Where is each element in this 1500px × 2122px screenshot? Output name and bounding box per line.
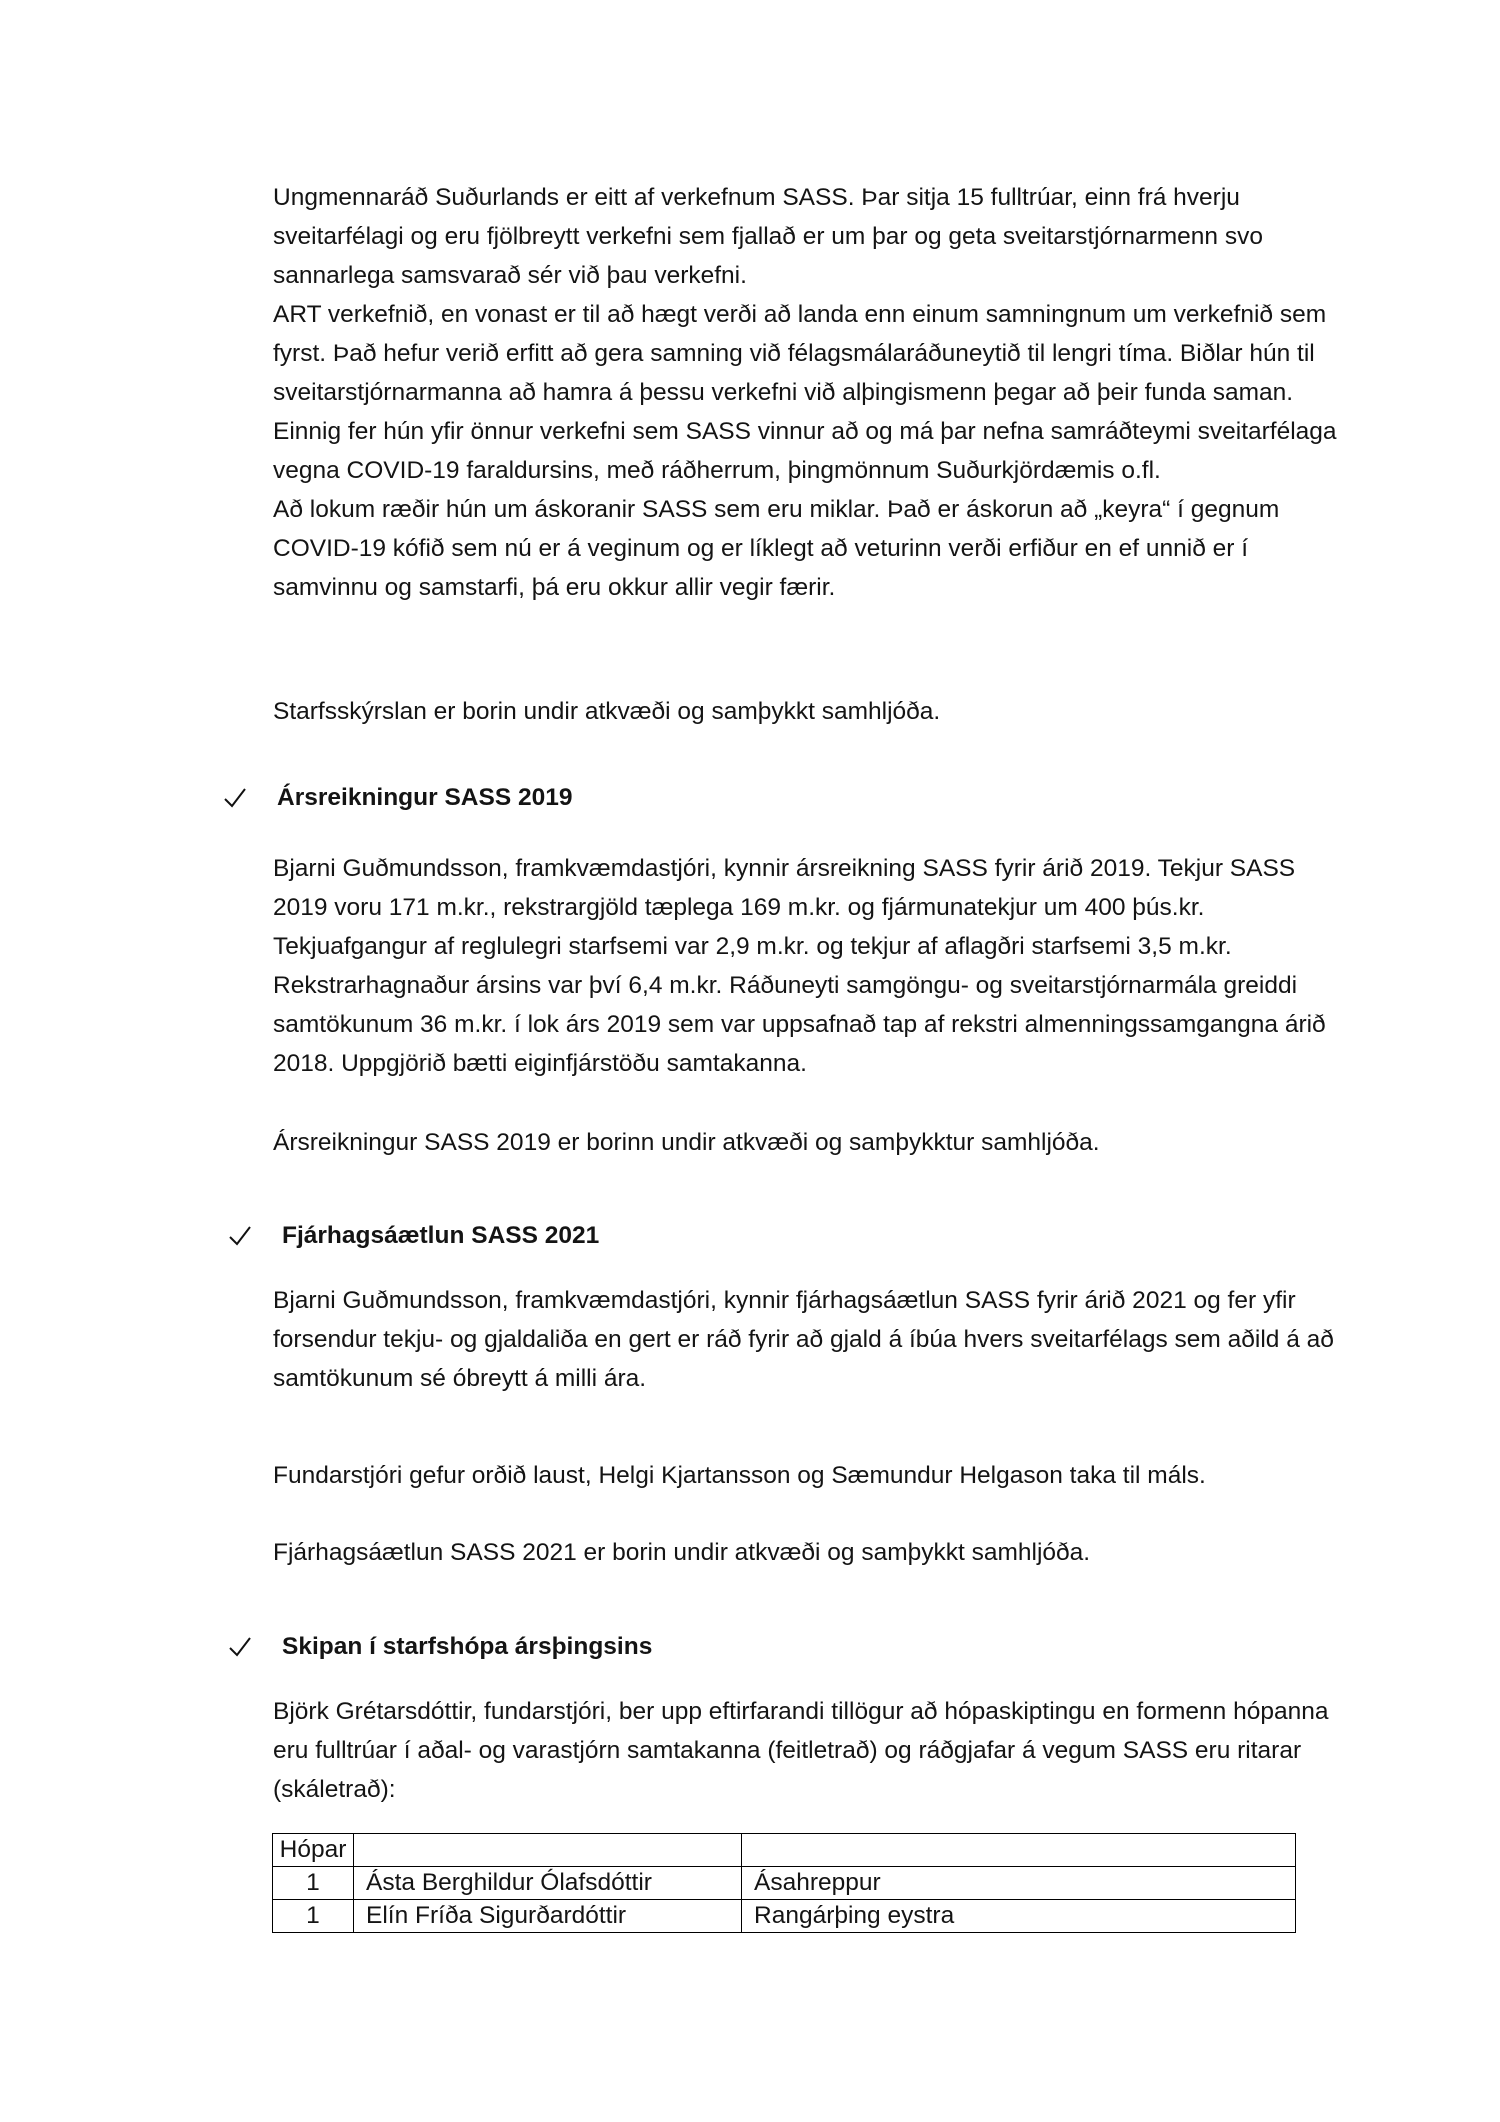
heading-skipan-text: Skipan í starfshópa ársþingsins — [282, 1633, 653, 1660]
heading-fjarhagsaetlun — [228, 1222, 599, 1250]
table-cell-name: Ásta Berghildur Ólafsdóttir — [354, 1867, 742, 1900]
arsreikningur-conclusion: Ársreikningur SASS 2019 er borinn undir atkvæði og samþykktur samhljóða. — [273, 1129, 1100, 1156]
checkmark-icon — [228, 1635, 252, 1659]
heading-arsreikningur-text: Ársreikningur SASS 2019 — [277, 784, 573, 811]
table-row — [273, 1900, 1296, 1933]
checkmark-icon — [223, 786, 247, 810]
intro-conclusion: Starfsskýrslan er borin undir atkvæði og samþykkt samhljóða. — [273, 698, 941, 725]
groups-table — [272, 1833, 1296, 1933]
fjarhagsaetlun-body: Bjarni Guðmundsson, framkvæmdastjóri, kynnir fjárhagsáætlun SASS fyrir árið 2021 og fer yfir forsendur tekju- og gjaldaliða en gert er ráð fyrir að gjald á íbúa hvers sveitarfélags sem aðild á að samtökunum sé óbreytt á milli ára. — [273, 1287, 1334, 1392]
intro-section — [273, 178, 1353, 607]
fjarhagsaetlun-conclusion: Fjárhagsáætlun SASS 2021 er borin undir atkvæði og samþykkt samhljóða. — [273, 1539, 1091, 1566]
table-cell-group: 1 — [273, 1900, 354, 1933]
table-cell-municipality: Ásahreppur — [742, 1867, 1296, 1900]
table-row — [273, 1867, 1296, 1900]
table-header-cell: Hópar — [273, 1834, 354, 1867]
skipan-body: Björk Grétarsdóttir, fundarstjóri, ber upp eftirfarandi tillögur að hópaskiptingu en formenn hópanna eru fulltrúar í aðal- og varastjórn samtakanna (feitletrað) og ráðgjafar á vegum SASS eru ritarar (skáletrað): — [273, 1698, 1329, 1803]
heading-skipan — [228, 1633, 652, 1661]
intro-paragraph-1: Ungmennaráð Suðurlands er eitt af verkefnum SASS. Þar sitja 15 fulltrúar, einn frá hverju sveitarfélagi og eru fjölbreytt verkefni sem fjallað er um þar og geta sveitarstjórnarmenn svo sannarlega samsvarað sér við þau verkefni. — [273, 184, 1263, 289]
arsreikningur-body: Bjarni Guðmundsson, framkvæmdastjóri, kynnir ársreikning SASS fyrir árið 2019. Tekjur SASS 2019 voru 171 m.kr., rekstrargjöld tæplega 169 m.kr. og fjármunatekjur um 400 þús.kr. Tekjuafgangur af reglulegri starfsemi var 2,9 m.kr. og tekjur af aflagðri starfsemi 3,5 m.kr. Rekstrarhagnaður ársins var því 6,4 m.kr. Ráðuneyti samgöngu- og sveitarstjórnarmála greiddi samtökunum 36 m.kr. í lok árs 2019 sem var uppsafnað tap af rekstri almenningssamgangna árið 2018. Uppgjörið bætti eiginfjárstöðu samtakanna. — [273, 855, 1326, 1077]
table-header-cell — [354, 1834, 742, 1867]
intro-paragraph-2: ART verkefnið, en vonast er til að hægt verði að landa enn einum samningnum um verkefnið sem fyrst. Það hefur verið erfitt að gera samning við félagsmálaráðuneytið til lengri tíma. Biðlar hún til sveitarstjórnarmanna að hamra á þessu verkefni við alþingismenn þegar að þeir funda saman. Einnig fer hún yfir önnur verkefni sem SASS vinnur að og má þar nefna samráðteymi sveitarfélaga vegna COVID-19 faraldursins, með ráðherrum, þingmönnum Suðurkjördæmis o.fl. — [273, 301, 1337, 484]
heading-arsreikningur — [223, 784, 572, 812]
table-cell-group: 1 — [273, 1867, 354, 1900]
intro-paragraph-3: Að lokum ræðir hún um áskoranir SASS sem eru miklar. Það er áskorun að „keyra“ í gegnum COVID-19 kófið sem nú er á veginum og er líklegt að veturinn verði erfiður en ef unnið er í samvinnu og samstarfi, þá eru okkur allir vegir færir. — [273, 496, 1280, 601]
table-cell-name: Elín Fríða Sigurðardóttir — [354, 1900, 742, 1933]
table-header-row — [273, 1834, 1296, 1867]
checkmark-icon — [228, 1224, 252, 1248]
table-header-cell — [742, 1834, 1296, 1867]
fjarhagsaetlun-discussion: Fundarstjóri gefur orðið laust, Helgi Kjartansson og Sæmundur Helgason taka til máls. — [273, 1462, 1206, 1489]
heading-fjarhagsaetlun-text: Fjárhagsáætlun SASS 2021 — [282, 1222, 600, 1249]
table-cell-municipality: Rangárþing eystra — [742, 1900, 1296, 1933]
